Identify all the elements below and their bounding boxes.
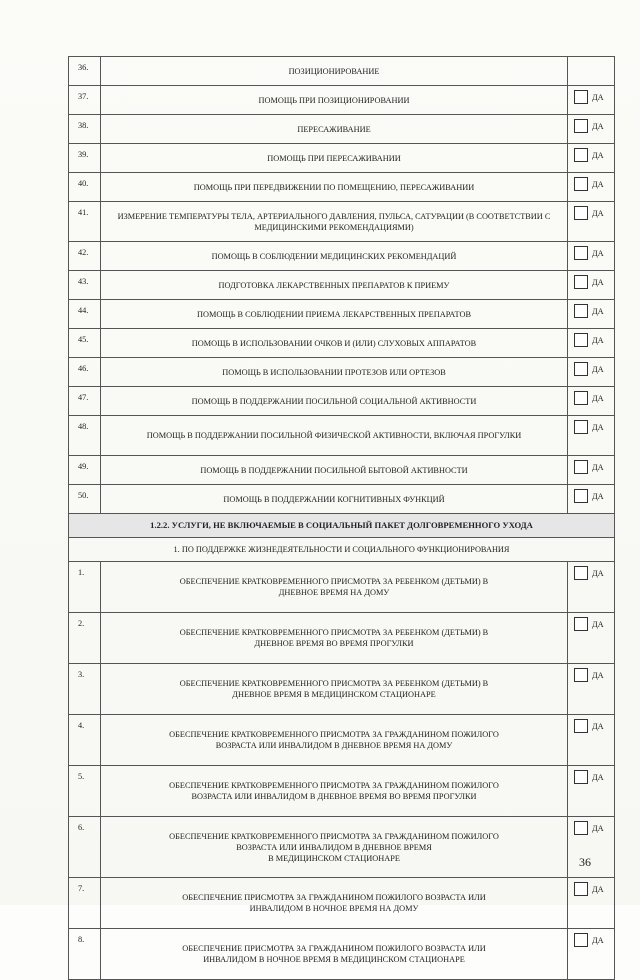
- yes-checkbox[interactable]: [574, 460, 588, 474]
- desc-line: ДНЕВНОЕ ВРЕМЯ В МЕДИЦИНСКОМ СТАЦИОНАРЕ: [232, 690, 436, 699]
- yes-checkbox[interactable]: [574, 333, 588, 347]
- table-row: [69, 57, 615, 86]
- answer-cell: [568, 664, 615, 715]
- row-number: 6.: [69, 817, 101, 878]
- table-row: [69, 329, 615, 358]
- yes-checkbox[interactable]: [574, 770, 588, 784]
- yes-label: ДА: [592, 277, 604, 287]
- row-number: 50.: [69, 485, 101, 514]
- row-description: ПОМОЩЬ ПРИ ПЕРЕСАЖИВАНИИ: [101, 144, 568, 173]
- subsection-row: [69, 538, 615, 562]
- row-number: 4.: [69, 715, 101, 766]
- yes-label: ДА: [592, 335, 604, 345]
- row-description: ИЗМЕРЕНИЕ ТЕМПЕРАТУРЫ ТЕЛА, АРТЕРИАЛЬНОГО ДАВЛЕНИЯ, ПУЛЬСА, САТУРАЦИИ (В СООТВЕТСТВИИ С МЕДИЦИНСКИМИ РЕКОМЕНДАЦИЯМИ): [101, 202, 568, 242]
- desc-line: ИНВАЛИДОМ В НОЧНОЕ ВРЕМЯ В МЕДИЦИНСКОМ СТАЦИОНАРЕ: [203, 955, 465, 964]
- answer-cell: [568, 271, 615, 300]
- yes-label: ДА: [592, 393, 604, 403]
- row-description: [101, 817, 568, 878]
- table-row: [69, 562, 615, 613]
- yes-label: ДА: [592, 884, 604, 894]
- yes-checkbox[interactable]: [574, 489, 588, 503]
- row-number: 40.: [69, 173, 101, 202]
- desc-line: ОБЕСПЕЧЕНИЕ ПРИСМОТРА ЗА ГРАЖДАНИНОМ ПОЖИЛОГО ВОЗРАСТА ИЛИ: [182, 944, 486, 953]
- row-description: ПОМОЩЬ ПРИ ПОЗИЦИОНИРОВАНИИ: [101, 86, 568, 115]
- yes-checkbox[interactable]: [574, 617, 588, 631]
- answer-cell: [568, 242, 615, 271]
- table-row: [69, 300, 615, 329]
- row-number: 36.: [69, 57, 101, 86]
- desc-line: В МЕДИЦИНСКОМ СТАЦИОНАРЕ: [268, 853, 400, 863]
- row-number: 1.: [69, 562, 101, 613]
- table-row: [69, 173, 615, 202]
- row-description: ПОМОЩЬ В ИСПОЛЬЗОВАНИИ ПРОТЕЗОВ ИЛИ ОРТЕЗОВ: [101, 358, 568, 387]
- table-row: [69, 878, 615, 929]
- answer-cell: [568, 613, 615, 664]
- answer-cell: [568, 387, 615, 416]
- yes-label: ДА: [592, 306, 604, 316]
- row-number: 43.: [69, 271, 101, 300]
- yes-label: ДА: [592, 364, 604, 374]
- yes-label: ДА: [592, 208, 604, 218]
- row-description: ПОМОЩЬ В ПОДДЕРЖАНИИ ПОСИЛЬНОЙ ФИЗИЧЕСКОЙ АКТИВНОСТИ, ВКЛЮЧАЯ ПРОГУЛКИ: [101, 416, 568, 456]
- answer-cell: [568, 929, 615, 980]
- desc-line: ИНВАЛИДОМ В НОЧНОЕ ВРЕМЯ НА ДОМУ: [249, 904, 419, 913]
- yes-checkbox[interactable]: [574, 882, 588, 896]
- desc-line: ВОЗРАСТА ИЛИ ИНВАЛИДОМ В ДНЕВНОЕ ВРЕМЯ НА ДОМУ: [215, 741, 453, 750]
- row-description: ПОМОЩЬ В ПОДДЕРЖАНИИ КОГНИТИВНЫХ ФУНКЦИЙ: [101, 485, 568, 514]
- yes-checkbox[interactable]: [574, 206, 588, 220]
- yes-label: ДА: [592, 248, 604, 258]
- answer-cell: [568, 115, 615, 144]
- table-row: [69, 387, 615, 416]
- table-row: [69, 613, 615, 664]
- yes-label: ДА: [592, 823, 604, 833]
- table-row: [69, 202, 615, 242]
- row-description: ПОДГОТОВКА ЛЕКАРСТВЕННЫХ ПРЕПАРАТОВ К ПРИЕМУ: [101, 271, 568, 300]
- table-row: [69, 766, 615, 817]
- row-number: 45.: [69, 329, 101, 358]
- yes-label: ДА: [592, 721, 604, 731]
- yes-checkbox[interactable]: [574, 362, 588, 376]
- desc-line: ОБЕСПЕЧЕНИЕ КРАТКОВРЕМЕННОГО ПРИСМОТРА ЗА ГРАЖДАНИНОМ ПОЖИЛОГО: [169, 781, 499, 790]
- desc-line: ДНЕВНОЕ ВРЕМЯ НА ДОМУ: [278, 588, 390, 597]
- answer-cell: [568, 329, 615, 358]
- yes-checkbox[interactable]: [574, 933, 588, 947]
- row-number: 2.: [69, 613, 101, 664]
- yes-label: ДА: [592, 150, 604, 160]
- answer-cell: [568, 144, 615, 173]
- answer-cell: [568, 416, 615, 456]
- desc-line: ОБЕСПЕЧЕНИЕ КРАТКОВРЕМЕННОГО ПРИСМОТРА ЗА ГРАЖДАНИНОМ ПОЖИЛОГО: [169, 730, 499, 739]
- row-number: 39.: [69, 144, 101, 173]
- desc-line: ОБЕСПЕЧЕНИЕ ПРИСМОТРА ЗА ГРАЖДАНИНОМ ПОЖИЛОГО ВОЗРАСТА ИЛИ: [182, 893, 486, 902]
- table-row: [69, 271, 615, 300]
- table-row: [69, 416, 615, 456]
- desc-line: ВОЗРАСТА ИЛИ ИНВАЛИДОМ В ДНЕВНОЕ ВРЕМЯ: [236, 842, 432, 852]
- yes-label: ДА: [592, 179, 604, 189]
- row-number: 38.: [69, 115, 101, 144]
- yes-checkbox[interactable]: [574, 821, 588, 835]
- table-row: [69, 115, 615, 144]
- empty-answer-cell: [568, 57, 615, 86]
- row-description: [101, 878, 568, 929]
- yes-checkbox[interactable]: [574, 119, 588, 133]
- row-description: ПЕРЕСАЖИВАНИЕ: [101, 115, 568, 144]
- yes-label: ДА: [592, 568, 604, 578]
- row-number: 44.: [69, 300, 101, 329]
- desc-line: ДНЕВНОЕ ВРЕМЯ ВО ВРЕМЯ ПРОГУЛКИ: [254, 639, 414, 648]
- yes-label: ДА: [592, 491, 604, 501]
- desc-line: ОБЕСПЕЧЕНИЕ КРАТКОВРЕМЕННОГО ПРИСМОТРА ЗА РЕБЕНКОМ (ДЕТЬМИ) В: [179, 577, 489, 586]
- yes-checkbox[interactable]: [574, 420, 588, 434]
- yes-checkbox[interactable]: [574, 391, 588, 405]
- row-description: [101, 664, 568, 715]
- answer-cell: [568, 766, 615, 817]
- row-description: ПОМОЩЬ В СОБЛЮДЕНИИ ПРИЕМА ЛЕКАРСТВЕННЫХ ПРЕПАРАТОВ: [101, 300, 568, 329]
- row-number: 49.: [69, 456, 101, 485]
- row-number: 47.: [69, 387, 101, 416]
- section-title: 1.2.2. УСЛУГИ, НЕ ВКЛЮЧАЕМЫЕ В СОЦИАЛЬНЫЙ ПАКЕТ ДОЛГОВРЕМЕННОГО УХОДА: [69, 514, 615, 538]
- row-number: 46.: [69, 358, 101, 387]
- yes-label: ДА: [592, 422, 604, 432]
- page-number: 36: [579, 855, 591, 869]
- row-number: 5.: [69, 766, 101, 817]
- answer-cell: [568, 562, 615, 613]
- desc-line: ОБЕСПЕЧЕНИЕ КРАТКОВРЕМЕННОГО ПРИСМОТРА ЗА РЕБЕНКОМ (ДЕТЬМИ) В: [179, 679, 489, 688]
- row-number: 3.: [69, 664, 101, 715]
- desc-line: ОБЕСПЕЧЕНИЕ КРАТКОВРЕМЕННОГО ПРИСМОТРА ЗА ГРАЖДАНИНОМ ПОЖИЛОГО: [169, 831, 499, 841]
- table-row: [69, 715, 615, 766]
- answer-cell: [568, 300, 615, 329]
- row-description: [101, 929, 568, 980]
- row-description: ПОМОЩЬ В ИСПОЛЬЗОВАНИИ ОЧКОВ И (ИЛИ) СЛУХОВЫХ АППАРАТОВ: [101, 329, 568, 358]
- row-number: 48.: [69, 416, 101, 456]
- yes-checkbox[interactable]: [574, 668, 588, 682]
- yes-label: ДА: [592, 121, 604, 131]
- yes-label: ДА: [592, 935, 604, 945]
- yes-checkbox[interactable]: [574, 177, 588, 191]
- yes-checkbox[interactable]: [574, 719, 588, 733]
- row-description: [101, 613, 568, 664]
- answer-cell: [568, 173, 615, 202]
- table-row: [69, 929, 615, 980]
- row-number: 7.: [69, 878, 101, 929]
- section-row: [69, 514, 615, 538]
- row-description: ПОЗИЦИОНИРОВАНИЕ: [101, 57, 568, 86]
- yes-checkbox[interactable]: [574, 246, 588, 260]
- yes-checkbox[interactable]: [574, 304, 588, 318]
- yes-label: ДА: [592, 92, 604, 102]
- yes-label: ДА: [592, 462, 604, 472]
- row-description: [101, 766, 568, 817]
- table-row: [69, 485, 615, 514]
- row-description: ПОМОЩЬ ПРИ ПЕРЕДВИЖЕНИИ ПО ПОМЕЩЕНИЮ, ПЕРЕСАЖИВАНИИ: [101, 173, 568, 202]
- yes-checkbox[interactable]: [574, 148, 588, 162]
- answer-cell: [568, 715, 615, 766]
- row-description: [101, 562, 568, 613]
- table-row: [69, 358, 615, 387]
- table-row: [69, 86, 615, 115]
- table-row: [69, 242, 615, 271]
- services-table: [68, 56, 615, 980]
- row-number: 42.: [69, 242, 101, 271]
- row-number: 37.: [69, 86, 101, 115]
- row-description: ПОМОЩЬ В СОБЛЮДЕНИИ МЕДИЦИНСКИХ РЕКОМЕНДАЦИЙ: [101, 242, 568, 271]
- yes-label: ДА: [592, 619, 604, 629]
- subsection-title: 1. ПО ПОДДЕРЖКЕ ЖИЗНЕДЕЯТЕЛЬНОСТИ И СОЦИАЛЬНОГО ФУНКЦИОНИРОВАНИЯ: [69, 538, 615, 562]
- desc-line: ОБЕСПЕЧЕНИЕ КРАТКОВРЕМЕННОГО ПРИСМОТРА ЗА РЕБЕНКОМ (ДЕТЬМИ) В: [179, 628, 489, 637]
- yes-checkbox[interactable]: [574, 566, 588, 580]
- table-row: [69, 144, 615, 173]
- answer-cell: [568, 358, 615, 387]
- answer-cell: [568, 202, 615, 242]
- yes-checkbox[interactable]: [574, 275, 588, 289]
- yes-label: ДА: [592, 670, 604, 680]
- table-row: [69, 817, 615, 878]
- desc-line: ВОЗРАСТА ИЛИ ИНВАЛИДОМ В ДНЕВНОЕ ВРЕМЯ ВО ВРЕМЯ ПРОГУЛКИ: [191, 792, 477, 801]
- answer-cell: [568, 878, 615, 929]
- answer-cell: [568, 456, 615, 485]
- row-description: ПОМОЩЬ В ПОДДЕРЖАНИИ ПОСИЛЬНОЙ БЫТОВОЙ АКТИВНОСТИ: [101, 456, 568, 485]
- row-description: ПОМОЩЬ В ПОДДЕРЖАНИИ ПОСИЛЬНОЙ СОЦИАЛЬНОЙ АКТИВНОСТИ: [101, 387, 568, 416]
- answer-cell: [568, 86, 615, 115]
- table-row: [69, 664, 615, 715]
- answer-cell: [568, 817, 615, 878]
- yes-label: ДА: [592, 772, 604, 782]
- answer-cell: [568, 485, 615, 514]
- yes-checkbox[interactable]: [574, 90, 588, 104]
- table-row: [69, 456, 615, 485]
- row-number: 8.: [69, 929, 101, 980]
- row-description: [101, 715, 568, 766]
- row-number: 41.: [69, 202, 101, 242]
